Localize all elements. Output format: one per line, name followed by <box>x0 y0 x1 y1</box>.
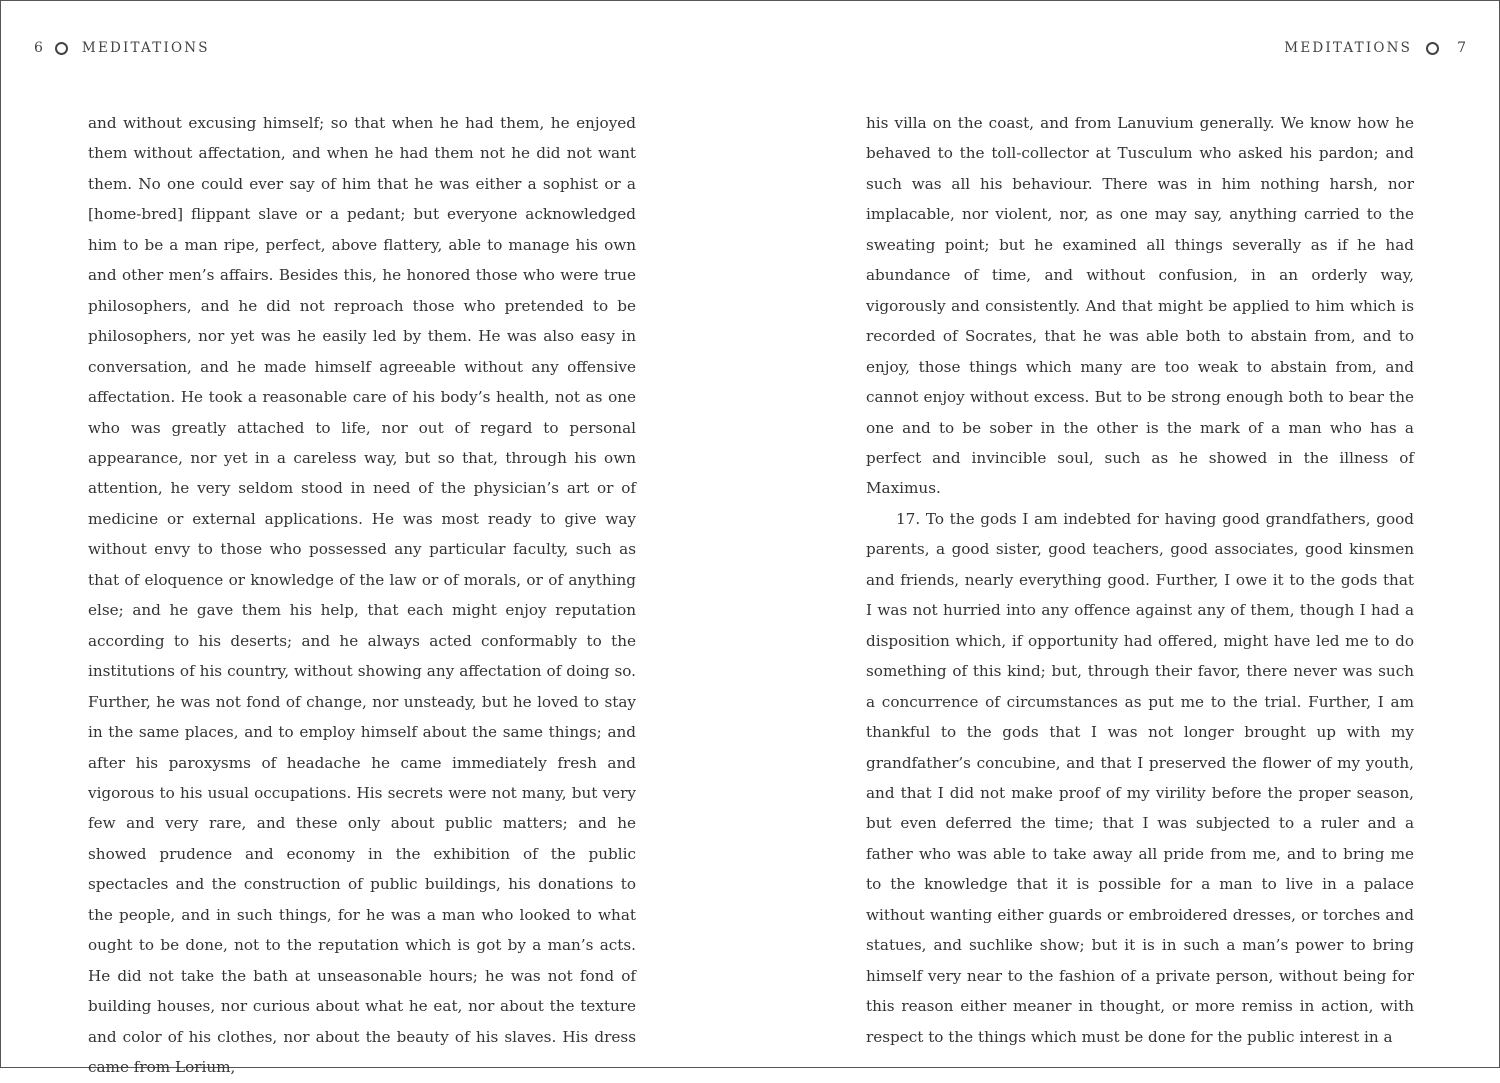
left-page-body <box>88 108 636 1083</box>
ring-icon <box>55 42 68 55</box>
left-running-head: MEDITATIONS <box>81 40 210 56</box>
right-page <box>750 1 1499 1067</box>
right-running-head: MEDITATIONS <box>1284 40 1413 56</box>
right-paragraph-2: 17. To the gods I am indebted for having good grandfathers, good parents, a good sister, good teachers, good associates, good kinsmen and friends, nearly everything good. Further, I owe it to the gods that I was not hurried into any offence against any of them, though I had a disposition which, if opportunity had offered, might have led me to do something of this kind; but, through their favor, there never was such a concurrence of circumstances as put me to the trial. Further, I am thankful to the gods that I was not longer brought up with my grandfather’s concubine, and that I preserved the flower of my youth, and that I did not make proof of my virility before the proper season, but even deferred the time; that I was subjected to a ruler and a father who was able to take away all pride from me, and to bring me to the knowledge that it is possible for a man to live in a palace without wanting either guards or embroidered dresses, or torches and statues, and suchlike show; but it is in such a man’s power to bring himself very near to the fashion of a private person, without being for this reason either meaner in thought, or more remiss in action, with respect to the things which must be done for the public interest in a <box>866 509 1414 1046</box>
right-page-number: 7 <box>1457 40 1466 56</box>
right-paragraph-1: his villa on the coast, and from Lanuvium generally. We know how he behaved to the toll-collector at Tusculum who asked his pardon; and such was all his behaviour. There was in him nothing harsh, nor implacable, nor violent, nor, as one may say, anything carried to the sweating point; but he examined all things severally as if he had abundance of time, and without confusion, in an orderly way, vigorously and consistently. And that might be applied to him which is recorded of Socrates, that he was able both to abstain from, and to enjoy, those things which many are too weak to abstain from, and cannot enjoy without excess. But to be strong enough both to bear the one and to be sober in the other is the mark of a man who has a perfect and invincible soul, such as he showed in the illness of Maximus. <box>866 114 1414 498</box>
left-page <box>1 1 750 1077</box>
right-page-header <box>1284 38 1466 58</box>
ring-icon <box>1426 42 1439 55</box>
right-page-body <box>866 108 1414 1052</box>
left-page-header <box>34 38 210 58</box>
left-paragraph-1: and without excusing himself; so that when he had them, he enjoyed them without affectation, and when he had them not he did not want them. No one could ever say of him that he was either a sophist or a [home-bred] flippant slave or a pedant; but everyone acknowledged him to be a man ripe, perfect, above flattery, able to manage his own and other men’s affairs. Besides this, he honored those who were true philosophers, and he did not reproach those who pretended to be philosophers, nor yet was he easily led by them. He was also easy in conversation, and he made himself agreeable without any offensive affectation. He took a reasonable care of his body’s health, not as one who was greatly attached to life, nor out of regard to personal appearance, nor yet in a careless way, but so that, through his own attention, he very seldom stood in need of the physician’s art or of medicine or external applications. He was most ready to give way without envy to those who possessed any particular faculty, such as that of eloquence or knowledge of the law or of morals, or of anything else; and he gave them his help, that each might enjoy reputation according to his deserts; and he always acted conformably to the institutions of his country, without showing any affectation of doing so. Further, he was not fond of change, nor unsteady, but he loved to stay in the same places, and to employ himself about the same things; and after his paroxysms of headache he came immediately fresh and vigorous to his usual occupations. His secrets were not many, but very few and very rare, and these only about public matters; and he showed prudence and economy in the exhibition of the public spectacles and the construction of public buildings, his donations to the people, and in such things, for he was a man who looked to what ought to be done, not to the reputation which is got by a man’s acts. He did not take the bath at unseasonable hours; he was not fond of building houses, nor curious about what he eat, nor about the texture and color of his clothes, nor about the beauty of his slaves. His dress came from Lorium, <box>88 114 636 1077</box>
left-page-number: 6 <box>34 40 43 56</box>
